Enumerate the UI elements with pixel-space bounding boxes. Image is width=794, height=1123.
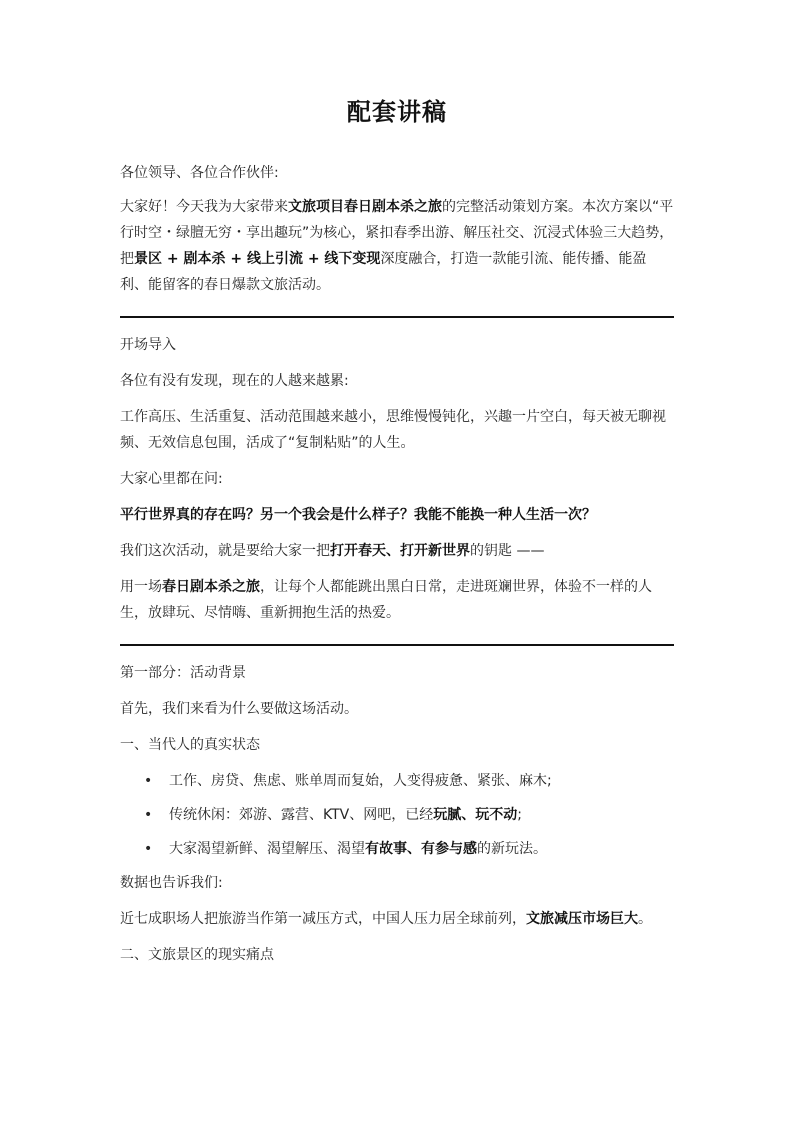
paragraph xyxy=(120,538,674,564)
paragraph: 数据也告诉我们: xyxy=(120,875,223,891)
bold-run: 有故事、有参与感 xyxy=(365,841,477,857)
section-heading: 第一部分：活动背景 xyxy=(120,665,246,681)
subheading: 一、当代人的真实状态 xyxy=(120,737,260,753)
paragraph: 各位有没有发现，现在的人越来越累: xyxy=(120,373,349,389)
paragraph xyxy=(120,574,674,626)
intro-text-2: 的完整活动策划方案。本次方案以“平行时空・绿膻无穷・享出趣玩”为核心，紧扣春季出游、解压社交、沉浸式体验三大趋势，把 xyxy=(120,199,674,267)
intro-formula: 景区 + 剧本杀 + 线上引流 + 线下变现 xyxy=(134,251,381,267)
text-run: 的钥匙 —— xyxy=(470,543,545,559)
bold-run: 玩腻、玩不动 xyxy=(433,807,518,823)
text-run: 我们这次活动，就是要给大家一把 xyxy=(120,543,330,559)
intro-paragraph xyxy=(120,194,674,298)
greeting-line: 各位领导、各位合作伙伴: xyxy=(120,165,279,181)
section-heading: 开场导入 xyxy=(120,337,176,353)
paragraph: 首先，我们来看为什么要做这场活动。 xyxy=(120,701,358,717)
intro-text-3: 深度融合，打造一款能引流、能传播、能盈利、能留客的春日爆款文旅活动。 xyxy=(120,251,647,293)
bullet-icon: • xyxy=(144,807,153,823)
document-title: 配套讲稿 xyxy=(347,98,447,126)
bullet-list xyxy=(120,768,674,862)
bold-run: 文旅减压市场巨大 xyxy=(526,911,638,927)
opening-section xyxy=(120,332,674,626)
text-run: 工作、房贷、焦虑、账单周而复始，人变得疲惫、紧张、麻木; xyxy=(169,773,552,789)
background-section xyxy=(120,660,674,968)
bold-run: 打开春天、打开新世界 xyxy=(330,543,470,559)
subheading: 二、文旅景区的现实痛点 xyxy=(120,947,274,963)
section-divider xyxy=(120,316,674,318)
bullet-icon: • xyxy=(144,841,153,857)
intro-project-name: 文旅项目春日剧本杀之旅 xyxy=(288,199,442,215)
list-item xyxy=(144,768,674,794)
text-run: 用一场 xyxy=(120,579,162,595)
paragraph: 大家心里都在问: xyxy=(120,471,223,487)
intro-section xyxy=(120,160,674,298)
text-run: 的新玩法。 xyxy=(477,841,547,857)
bullet-icon: • xyxy=(144,773,153,789)
bold-run: 春日剧本杀之旅 xyxy=(162,579,260,595)
key-questions-text: 平行世界真的存在吗？另一个我会是什么样子？我能不能换一种人生活一次？ xyxy=(120,507,596,523)
intro-text-1: 大家好！今天我为大家带来 xyxy=(120,199,288,215)
text-run: 。 xyxy=(638,911,652,927)
text-run: 近七成职场人把旅游当作第一减压方式，中国人压力居全球前列， xyxy=(120,911,526,927)
text-run: 传统休闲：郊游、露营、KTV、网吧，已经 xyxy=(169,807,434,823)
key-questions xyxy=(120,502,674,528)
paragraph xyxy=(120,906,674,932)
text-run: 大家渴望新鲜、渴望解压、渴望 xyxy=(169,841,365,857)
section-divider xyxy=(120,644,674,646)
text-run: ; xyxy=(517,807,522,823)
paragraph: 工作高压、生活重复、活动范围越来越小，思维慢慢钝化，兴趣一片空白，每天被无聊视频、无效信息包围，活成了“复制粘贴”的人生。 xyxy=(120,409,666,451)
list-item xyxy=(144,802,674,828)
list-item xyxy=(144,836,674,862)
text-run: ，让每个人都能跳出黑白日常，走进斑斓世界，体验不一样的人生，放肆玩、尽情嗨、重新拥抱生活的热爱。 xyxy=(120,579,652,621)
